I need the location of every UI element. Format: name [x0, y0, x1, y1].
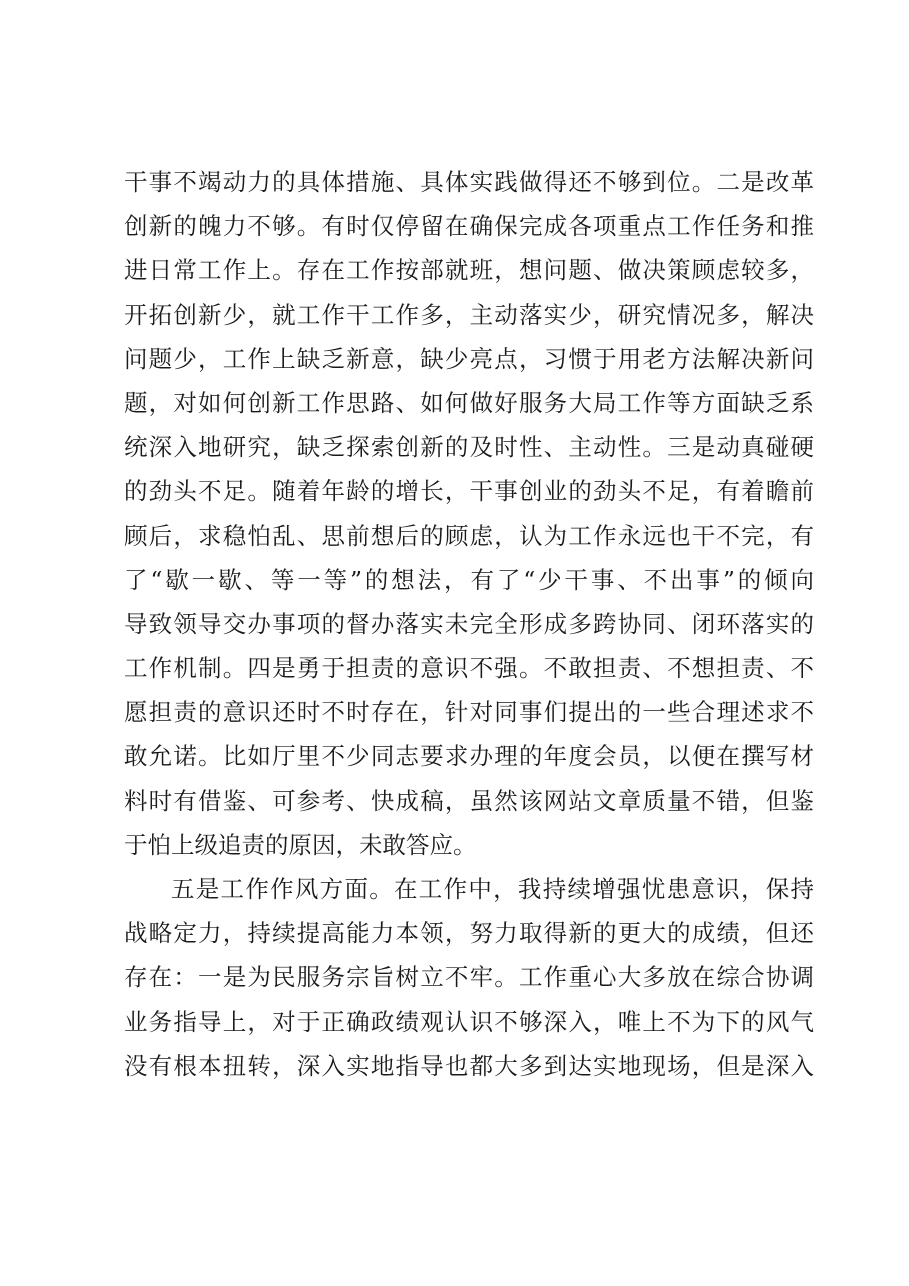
paragraph-line: 存在：一是为民服务宗旨树立不牢。工作重心大多放在综合协调 — [124, 963, 814, 992]
paragraph-line: 五是工作作风方面。在工作中，我持续增强忧患意识，保持 — [171, 875, 814, 903]
paragraph-line: 开拓创新少，就工作干工作多，主动落实少，研究情况多，解决 — [124, 300, 814, 329]
paragraph-line: 敢允诺。比如厅里不少同志要求办理的年度会员，以便在撰写材 — [124, 742, 814, 771]
paragraph-line: 导致领导交办事项的督办落实未完全形成多跨协同、闭环落实的 — [124, 609, 814, 638]
paragraph-line: 没有根本扭转，深入实地指导也都大多到达实地现场，但是深入 — [124, 1051, 814, 1080]
paragraph-line: 工作机制。四是勇于担责的意识不强。不敢担责、不想担责、不 — [124, 654, 814, 683]
document-body — [124, 160, 814, 1088]
paragraph-line: 题，对如何创新工作思路、如何做好服务大局工作等方面缺乏系 — [124, 388, 814, 417]
paragraph-line: 料时有借鉴、可参考、快成稿，虽然该网站文章质量不错，但鉴 — [124, 786, 814, 815]
paragraph-line: 问题少，工作上缺乏新意，缺少亮点，习惯于用老方法解决新问 — [124, 344, 814, 373]
paragraph-line: 干事不竭动力的具体措施、具体实践做得还不够到位。二是改革 — [124, 168, 814, 196]
paragraph-line: 战略定力，持续提高能力本领，努力取得新的更大的成绩，但还 — [124, 919, 814, 948]
paragraph-line: 了“歇一歇、等一等”的想法，有了“少干事、不出事”的倾向 — [124, 565, 814, 594]
paragraph-line: 愿担责的意识还时不时存在，针对同事们提出的一些合理述求不 — [124, 698, 814, 727]
paragraph-line: 的劲头不足。随着年龄的增长，干事创业的劲头不足，有着瞻前 — [124, 477, 814, 506]
paragraph-line: 统深入地研究，缺乏探索创新的及时性、主动性。三是动真碰硬 — [124, 433, 814, 462]
paragraph-line: 于怕上级追责的原因，未敢答应。 — [124, 830, 477, 859]
paragraph-line: 创新的魄力不够。有时仅停留在确保完成各项重点工作任务和推 — [124, 212, 814, 241]
paragraph-line: 顾后，求稳怕乱、思前想后的顾虑，认为工作永远也干不完，有 — [124, 521, 814, 550]
paragraph-line: 进日常工作上。存在工作按部就班，想问题、做决策顾虑较多， — [124, 256, 814, 285]
paragraph-line: 业务指导上，对于正确政绩观认识不够深入，唯上不为下的风气 — [124, 1007, 814, 1036]
